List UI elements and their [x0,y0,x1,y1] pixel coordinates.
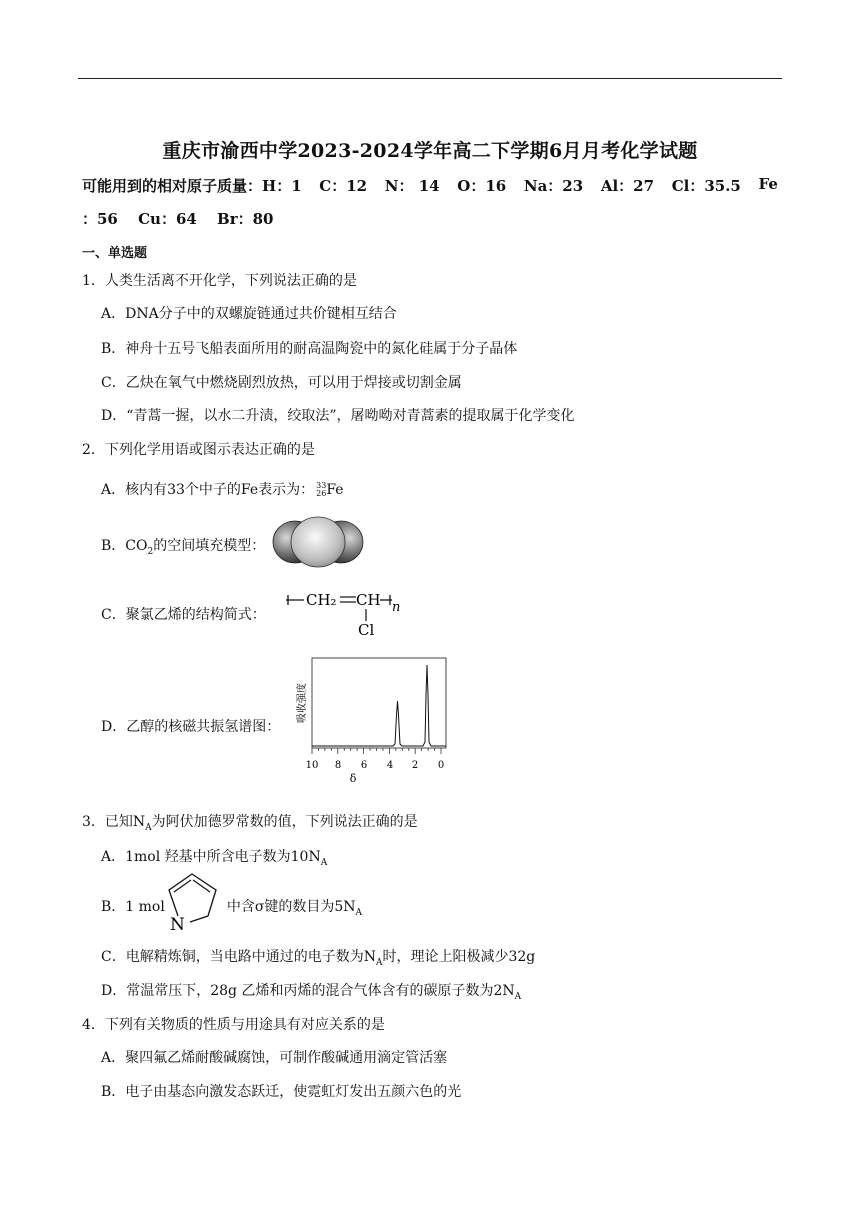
page-title: 重庆市渝西中学2023-2024学年高二下学期6月月考化学试题 [162,140,698,162]
mass-cl: Cl：35.5 [671,177,741,195]
nmr-ylabel: 吸收强度 [297,683,308,723]
q3-option-d: D．常温常压下，28g 乙烯和丙烯的混合气体含有的碳原子数为$2N_A$ [101,983,522,1002]
pvc-structural-formula [286,583,406,639]
mass-o: O：16 [457,177,507,195]
pyrrole-ring [164,870,228,934]
tick-10: 10 [305,760,319,771]
mass-al: Al：27 [600,177,655,195]
q2-option-b: B．$CO_2$的空间填充模型： [101,538,266,557]
nmr-x-ticks [312,748,441,754]
formula-ch: CH [356,591,381,609]
q2-option-a: A．核内有33个中子的Fe表示为： 33 26 Fe [101,481,344,498]
mass-na: Na：23 [523,177,584,195]
header-rule [78,78,782,79]
carbon-atom [291,517,345,567]
atomic-masses-row2: ：56 Cu：64 Br：80 [82,210,274,228]
q2-option-d: D．乙醇的核磁共振氢谱图： [101,719,281,735]
nmr-xlabel: δ [349,772,357,785]
q1-option-b: B．神舟十五号飞船表面所用的耐高温陶瓷中的氮化硅属于分子晶体 [101,341,518,357]
formula-ch2: CH₂ [306,591,337,609]
atomic-masses-label: 可能用到的相对原子质量：H：1 [82,177,302,195]
q4-option-b: B．电子由基态向激发态跃迁，使霓虹灯发出五颜六色的光 [101,1084,462,1100]
ethanol-nmr-spectrum [293,655,453,787]
q1-stem: 1．人类生活离不开化学，下列说法正确的是 [82,273,357,289]
q3-option-b: B．1 mol 中含σ键的数目为$5N_A$ [101,899,363,918]
mass-fe: Fe [758,175,778,193]
q4-option-a: A．聚四氟乙烯耐酸碱腐蚀，可制作酸碱通用滴定管活塞 [101,1050,448,1066]
q1-option-d: D．“青蒿一握，以水二升渍，绞取法”，屠呦呦对青蒿素的提取属于化学变化 [101,408,575,424]
q2-stem: 2．下列化学用语或图示表达正确的是 [82,442,315,458]
q3-option-a: A．1mol 羟基中所含电子数为$10N_A$ [101,849,328,868]
formula-cl: Cl [358,621,375,639]
q4-stem: 4．下列有关物质的性质与用途具有对应关系的是 [82,1017,385,1033]
tick-8: 8 [334,760,342,771]
tick-4: 4 [386,760,394,771]
tick-0: 0 [437,760,445,771]
tick-6: 6 [360,760,368,771]
q3-stem: 3．已知$N_A$为阿伏加德罗常数的值，下列说法正确的是 [82,814,418,833]
mass-c: C：12 [319,177,368,195]
ring-nitrogen: N [170,915,185,934]
formula-n: n [392,600,401,615]
q3-option-c: C．电解精炼铜，当电路中通过的电子数为$N_A$时，理论上阳极减少32g [101,949,536,968]
atomic-masses-row1 [82,175,778,196]
nmr-trace [312,665,446,746]
q1-option-a: A．DNA分子中的双螺旋链通过共价键相互结合 [101,306,397,322]
mass-n: N： 14 [384,177,440,195]
co2-space-filling-model [271,516,365,568]
q1-option-c: C．乙炔在氧气中燃烧剧烈放热，可以用于焊接或切割金属 [101,375,462,391]
tick-2: 2 [411,760,419,771]
section-heading: 一、单选题 [82,246,148,261]
isotope-notation: 33 26 [316,481,327,498]
q2-option-c: C．聚氯乙烯的结构简式： [101,607,266,623]
